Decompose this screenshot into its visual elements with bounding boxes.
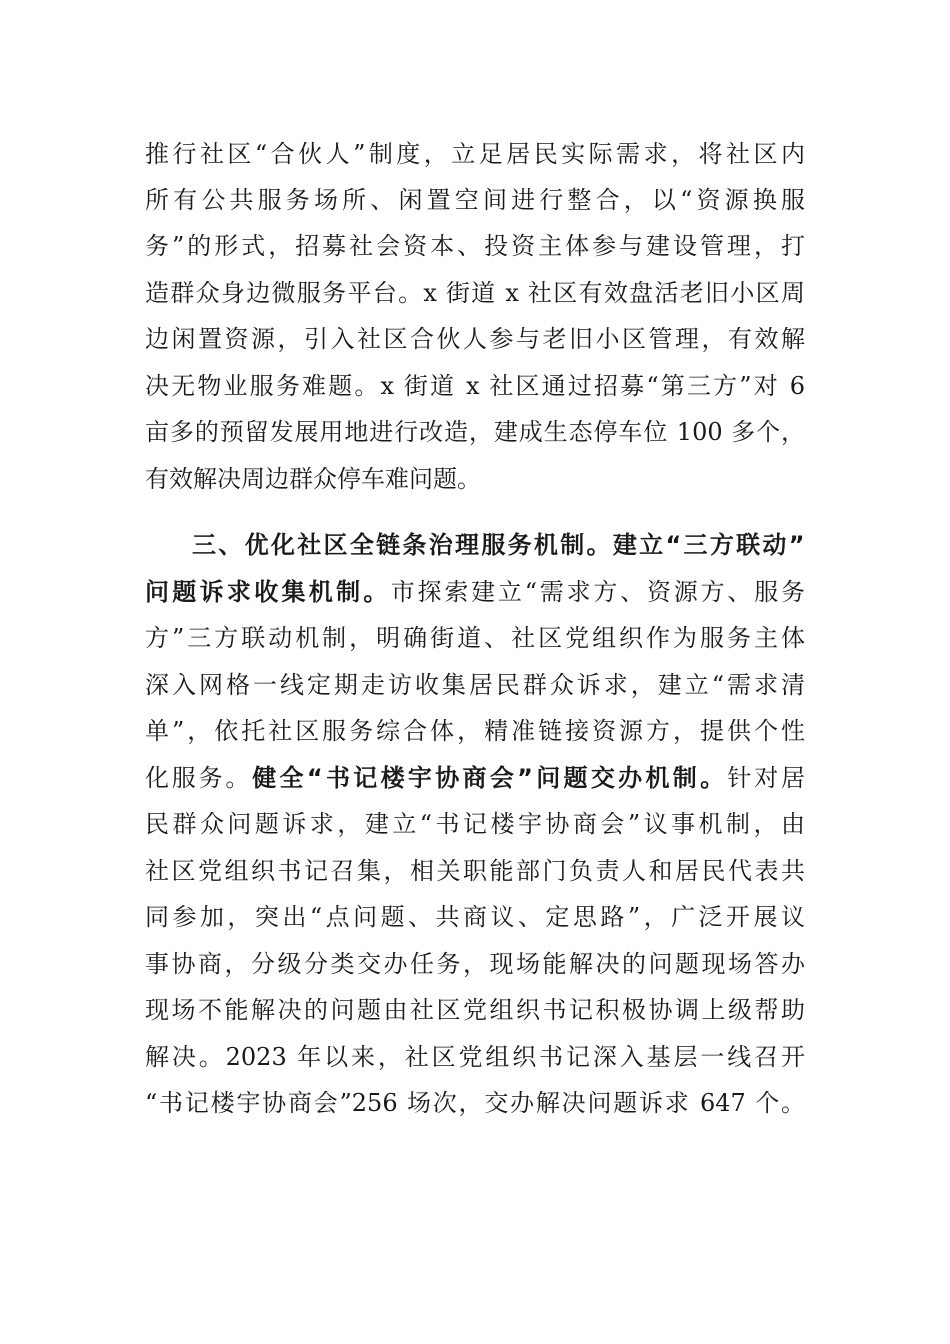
paragraph-2-line-3: 方”三方联动机制，明确街道、社区党组织作为服务主体 [145, 624, 805, 652]
paragraph-2-line-10: 事协商，分级分类交办任务，现场能解决的问题现场答办 [145, 950, 805, 978]
subheading-1-end: 问题诉求收集机制。 [145, 578, 391, 606]
paragraph-2-line-9: 同参加，突出“点问题、共商议、定思路”，广泛开展议 [145, 903, 805, 931]
subheading-2: 健全“书记楼宇协商会”问题交办机制。 [252, 764, 728, 792]
paragraph-2-line-2-text: 市探索建立“需求方、资源方、服务 [390, 578, 805, 606]
paragraph-1-line-6: 决无物业服务难题。x 街道 x 社区通过招募“第三方”对 6 [145, 372, 805, 400]
section-heading: 三、优化社区全链条治理服务机制。建立“三方联动” [192, 531, 805, 559]
paragraph-2-line-6-rest: 针对居 [727, 764, 806, 792]
paragraph-1-line-3: 务”的形式，招募社会资本、投资主体参与建设管理，打 [145, 232, 805, 260]
paragraph-2-line-4: 深入网格一线定期走访收集居民群众诉求，建立“需求清 [145, 671, 805, 699]
paragraph-2-line-5: 单”，依托社区服务综合体，精准链接资源方，提供个性 [145, 717, 805, 745]
paragraph-1-line-1: 推行社区“合伙人”制度，立足居民实际需求，将社区内 [145, 140, 805, 168]
paragraph-2-line-12: 解决。2023 年以来，社区党组织书记深入基层一线召开 [145, 1043, 805, 1071]
paragraph-1-line-4: 造群众身边微服务平台。x 街道 x 社区有效盘活老旧小区周 [145, 279, 805, 307]
paragraph-2-line-7: 民群众问题诉求，建立“书记楼宇协商会”议事机制，由 [145, 810, 805, 838]
paragraph-2-line-11: 现场不能解决的问题由社区党组织书记积极协调上级帮助 [145, 996, 805, 1024]
paragraph-2-line-6-start: 化服务。 [145, 764, 253, 792]
paragraph-2-line-13: “书记楼宇协商会”256 场次，交办解决问题诉求 647 个。 [145, 1089, 805, 1117]
paragraph-1-line-5: 边闲置资源，引入社区合伙人参与老旧小区管理，有效解 [145, 325, 805, 353]
paragraph-2-line-1 [192, 530, 805, 560]
paragraph-1-line-2: 所有公共服务场所、闲置空间进行整合，以“资源换服 [145, 186, 805, 214]
paragraph-2-line-6 [145, 763, 805, 793]
paragraph-2-line-2 [145, 577, 805, 607]
paragraph-1-line-8: 有效解决周边群众停车难问题。 [145, 465, 481, 493]
paragraph-1-line-7: 亩多的预留发展用地进行改造，建成生态停车位 100 多个， [145, 418, 805, 446]
paragraph-2-line-8: 社区党组织书记召集，相关职能部门负责人和居民代表共 [145, 857, 805, 885]
